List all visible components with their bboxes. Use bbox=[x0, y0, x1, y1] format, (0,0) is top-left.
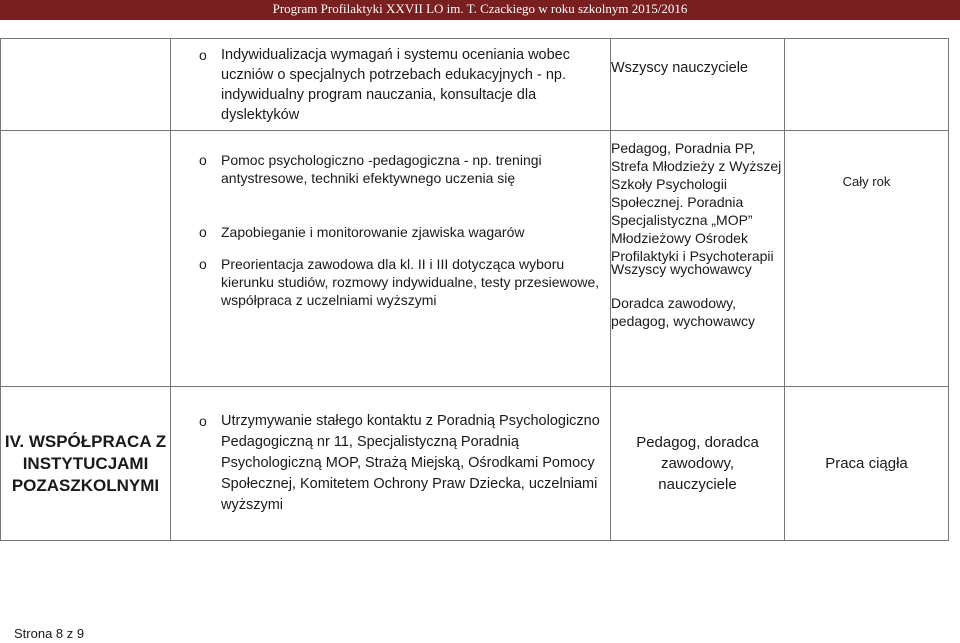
activity-list bbox=[171, 45, 610, 125]
list-item: o Zapobieganie i monitorowanie zjawiska wagarów bbox=[179, 223, 610, 255]
responsible-text: Pedagog, Poradnia PP, Strefa Młodzieży z Wyższej Szkoły Psychologii Społecznej. Poradnia Specjalistyczna „MOP” Młodzieżowy Ośrodek Profilaktyki i Psychoterapii bbox=[611, 140, 782, 264]
section-cell bbox=[1, 387, 171, 541]
activity-list bbox=[171, 151, 610, 309]
term-text: Praca ciągła bbox=[825, 454, 908, 472]
list-item: o Pomoc psychologiczno -pedagogiczna - np. treningi antystresowe, techniki efektywnego uczenia się bbox=[179, 151, 610, 223]
table-row bbox=[1, 131, 949, 387]
table-row bbox=[1, 387, 949, 541]
table-row bbox=[1, 39, 949, 131]
activity-cell bbox=[171, 387, 611, 541]
section-cell-empty bbox=[1, 131, 171, 387]
activity-cell bbox=[171, 131, 611, 387]
responsible-cell bbox=[611, 39, 785, 131]
activity-list bbox=[171, 411, 610, 516]
responsible-cell bbox=[611, 131, 785, 387]
program-table bbox=[0, 38, 949, 541]
header-title: Program Profilaktyki XXVII LO im. T. Czackiego w roku szkolnym 2015/2016 bbox=[272, 1, 688, 16]
list-item: o Utrzymywanie stałego kontaktu z Poradnią Psychologiczno Pedagogiczną nr 11, Specjalistyczną Poradnią Psychologiczną MOP, Strażą Miejską, Ośrodkami Pomocy Społecznej, Komitetem Ochrony Praw Dziecka, uczelniami wyższymi bbox=[179, 411, 610, 516]
responsible-cell bbox=[611, 387, 785, 541]
responsible-text: Doradca zawodowy, pedagog, wychowawcy bbox=[611, 295, 755, 329]
list-item: o Preorientacja zawodowa dla kl. II i III dotycząca wyboru kierunku studiów, rozmowy indywidualne, testy przesiewowe, współpraca z uczelniami wyższymi bbox=[179, 255, 610, 309]
page-number: Strona 8 z 9 bbox=[14, 626, 85, 641]
term-cell bbox=[785, 387, 949, 541]
responsible-text: Wszyscy wychowawcy bbox=[611, 261, 752, 277]
responsible-text: Pedagog, doradca zawodowy, nauczyciele bbox=[636, 434, 759, 493]
term-cell-empty bbox=[785, 39, 949, 131]
section-title: IV. WSPÓŁPRACA Z INSTYTUCJAMI POZASZKOLNYMI bbox=[4, 431, 167, 495]
section-cell-empty bbox=[1, 39, 171, 131]
term-cell bbox=[785, 131, 949, 387]
term-text: Cały rok bbox=[842, 174, 891, 189]
page-header bbox=[0, 0, 960, 20]
responsible-text: Wszyscy nauczyciele bbox=[611, 60, 748, 76]
activity-cell bbox=[171, 39, 611, 131]
list-item: o Indywidualizacja wymagań i systemu oceniania wobec uczniów o specjalnych potrzebach edukacyjnych - np. indywidualny program nauczania, konsultacje dla dyslektyków bbox=[179, 45, 610, 125]
